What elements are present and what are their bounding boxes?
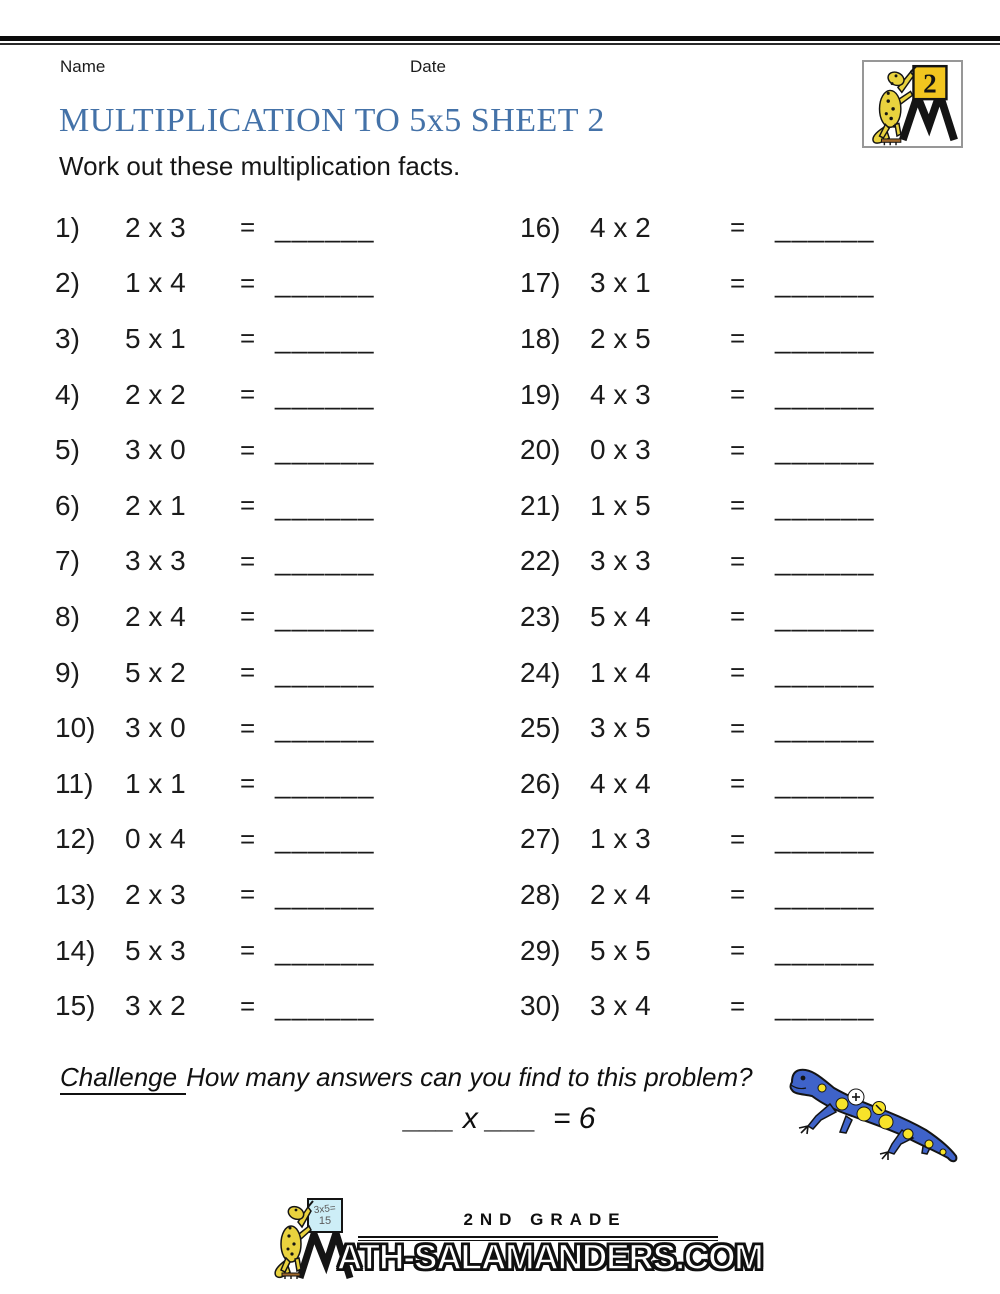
grade-number-text: 2 xyxy=(923,68,937,99)
answer-blank: ______ xyxy=(775,712,875,744)
problem-expression: 1 x 3 xyxy=(590,823,651,855)
problem-expression: 2 x 3 xyxy=(125,878,186,910)
problem-number: 25) xyxy=(520,712,561,744)
equals-sign: = xyxy=(730,545,746,576)
problem-expression: 2 x 3 xyxy=(125,211,186,243)
problem-row xyxy=(520,200,950,256)
problem-row xyxy=(520,367,950,423)
problem-row xyxy=(520,700,950,756)
equals-sign: = xyxy=(240,657,256,688)
problem-number: 19) xyxy=(520,378,561,410)
problem-number: 6) xyxy=(55,489,80,521)
problem-expression: 0 x 4 xyxy=(125,823,186,855)
problem-number: 13) xyxy=(55,878,96,910)
equals-sign: = xyxy=(240,990,256,1021)
problem-number: 28) xyxy=(520,878,561,910)
problem-number: 10) xyxy=(55,712,96,744)
problem-number: 7) xyxy=(55,545,80,577)
problem-expression: 5 x 2 xyxy=(125,656,186,688)
footer-sign-top-text: 3x5= xyxy=(313,1202,337,1217)
equals-sign: = xyxy=(730,323,746,354)
equals-sign: = xyxy=(730,212,746,243)
page-title: MULTIPLICATION TO 5x5 SHEET 2 xyxy=(59,102,605,139)
answer-blank: ______ xyxy=(275,489,375,521)
answer-blank: ______ xyxy=(775,656,875,688)
problem-expression: 1 x 1 xyxy=(125,767,186,799)
answer-blank: ______ xyxy=(275,934,375,966)
answer-blank: ______ xyxy=(275,378,375,410)
problem-number: 27) xyxy=(520,823,561,855)
date-label: Date xyxy=(410,57,446,76)
answer-blank: ______ xyxy=(775,378,875,410)
problem-row xyxy=(55,978,467,1034)
answer-blank: ______ xyxy=(275,322,375,354)
instruction-text: Work out these multiplication facts. xyxy=(59,151,461,181)
problem-expression: 4 x 2 xyxy=(590,211,651,243)
footer-sign-bottom-text: 15 xyxy=(318,1215,332,1227)
problem-number: 18) xyxy=(520,322,561,354)
problem-row xyxy=(55,867,467,923)
problem-number: 24) xyxy=(520,656,561,688)
logo-m-letter xyxy=(903,94,954,140)
problem-expression: 5 x 5 xyxy=(590,934,651,966)
problem-number: 9) xyxy=(55,656,80,688)
problem-row xyxy=(55,645,467,701)
challenge-label: Challenge xyxy=(60,1062,186,1095)
problem-number: 12) xyxy=(55,823,96,855)
problem-row xyxy=(55,534,467,590)
problem-expression: 3 x 1 xyxy=(590,267,651,299)
equals-sign: = xyxy=(730,434,746,465)
equals-sign: = xyxy=(240,823,256,854)
problem-row xyxy=(55,311,467,367)
equals-sign: = xyxy=(240,545,256,576)
footer-grade-text: 2ND GRADE xyxy=(463,1210,627,1229)
problem-number: 17) xyxy=(520,267,561,299)
answer-blank: ______ xyxy=(275,267,375,299)
name-label: Name xyxy=(60,57,106,76)
problem-row xyxy=(520,256,950,312)
answer-blank: ______ xyxy=(275,545,375,577)
answer-blank: ______ xyxy=(775,322,875,354)
equals-sign: = xyxy=(730,990,746,1021)
equals-sign: = xyxy=(730,657,746,688)
problem-row xyxy=(520,923,950,979)
problem-expression: 4 x 4 xyxy=(590,767,651,799)
answer-blank: ______ xyxy=(775,545,875,577)
problem-expression: 2 x 2 xyxy=(125,378,186,410)
challenge-equation: ___ x ___ = 6 xyxy=(404,1102,596,1135)
problem-expression: 2 x 4 xyxy=(125,600,186,632)
header-divider-thin-line xyxy=(0,43,1000,45)
equals-sign: = xyxy=(240,490,256,521)
problem-number: 2) xyxy=(55,267,80,299)
problem-row xyxy=(520,812,950,868)
answer-blank: ______ xyxy=(275,656,375,688)
answer-blank: ______ xyxy=(275,712,375,744)
problem-expression: 3 x 5 xyxy=(590,712,651,744)
problem-number: 4) xyxy=(55,378,80,410)
problem-row xyxy=(55,812,467,868)
problem-number: 3) xyxy=(55,322,80,354)
problem-number: 23) xyxy=(520,600,561,632)
problem-expression: 3 x 3 xyxy=(125,545,186,577)
problem-row xyxy=(520,756,950,812)
problem-row xyxy=(520,645,950,701)
problem-row xyxy=(55,589,467,645)
answer-blank: ______ xyxy=(775,600,875,632)
answer-blank: ______ xyxy=(775,934,875,966)
problem-row xyxy=(55,422,467,478)
problem-expression: 2 x 5 xyxy=(590,322,651,354)
problem-number: 30) xyxy=(520,990,561,1022)
problem-expression: 0 x 3 xyxy=(590,434,651,466)
equals-sign: = xyxy=(730,490,746,521)
problem-row xyxy=(520,534,950,590)
equals-sign: = xyxy=(240,267,256,298)
problem-number: 20) xyxy=(520,434,561,466)
equals-sign: = xyxy=(730,712,746,743)
problems-column-left xyxy=(55,200,467,1034)
problem-expression: 4 x 3 xyxy=(590,378,651,410)
answer-blank: ______ xyxy=(275,823,375,855)
problem-expression: 3 x 4 xyxy=(590,990,651,1022)
problem-number: 11) xyxy=(55,767,94,799)
answer-blank: ______ xyxy=(775,489,875,521)
answer-blank: ______ xyxy=(275,767,375,799)
problem-row xyxy=(520,978,950,1034)
equals-sign: = xyxy=(240,768,256,799)
problem-row xyxy=(55,756,467,812)
problem-row xyxy=(55,478,467,534)
problem-row xyxy=(520,422,950,478)
answer-blank: ______ xyxy=(275,878,375,910)
problem-expression: 2 x 4 xyxy=(590,878,651,910)
answer-blank: ______ xyxy=(775,990,875,1022)
blue-salamander-icon xyxy=(786,1052,966,1164)
problem-number: 26) xyxy=(520,767,561,799)
problem-number: 16) xyxy=(520,211,561,243)
answer-blank: ______ xyxy=(275,990,375,1022)
problem-number: 15) xyxy=(55,990,96,1022)
answer-blank: ______ xyxy=(775,823,875,855)
problem-expression: 1 x 4 xyxy=(590,656,651,688)
problem-expression: 3 x 0 xyxy=(125,434,186,466)
problem-number: 14) xyxy=(55,934,96,966)
equals-sign: = xyxy=(730,379,746,410)
equals-sign: = xyxy=(240,323,256,354)
grade-badge xyxy=(862,60,963,148)
problem-expression: 1 x 4 xyxy=(125,267,186,299)
problem-expression: 3 x 3 xyxy=(590,545,651,577)
answer-blank: ______ xyxy=(775,878,875,910)
yellow-salamander-icon xyxy=(873,66,916,145)
problem-expression: 5 x 1 xyxy=(125,322,186,354)
problem-number: 8) xyxy=(55,600,80,632)
header-divider xyxy=(0,36,1000,45)
problem-expression: 3 x 2 xyxy=(125,990,186,1022)
equals-sign: = xyxy=(730,267,746,298)
problem-row xyxy=(520,589,950,645)
problem-row xyxy=(520,478,950,534)
problem-number: 5) xyxy=(55,434,80,466)
equals-sign: = xyxy=(240,879,256,910)
footer-yellow-salamander-icon xyxy=(275,1201,313,1279)
equals-sign: = xyxy=(240,601,256,632)
equals-sign: = xyxy=(730,601,746,632)
equals-sign: = xyxy=(730,768,746,799)
answer-blank: ______ xyxy=(775,434,875,466)
salamander-grade-logo-icon xyxy=(864,62,961,146)
problem-number: 1) xyxy=(55,211,80,243)
answer-blank: ______ xyxy=(775,211,875,243)
problem-row xyxy=(55,700,467,756)
equals-sign: = xyxy=(730,879,746,910)
problem-expression: 2 x 1 xyxy=(125,489,186,521)
answer-blank: ______ xyxy=(775,767,875,799)
problem-number: 21) xyxy=(520,489,561,521)
challenge-sentence xyxy=(60,1062,753,1093)
problem-row xyxy=(520,867,950,923)
problems-column-right xyxy=(520,200,950,1034)
challenge-question: How many answers can you find to this problem? xyxy=(186,1062,753,1092)
problem-row xyxy=(520,311,950,367)
problem-expression: 5 x 3 xyxy=(125,934,186,966)
footer-site-text: ATH-SALAMANDERS.COM xyxy=(337,1238,763,1277)
equals-sign: = xyxy=(240,212,256,243)
equals-sign: = xyxy=(240,935,256,966)
problem-expression: 3 x 0 xyxy=(125,712,186,744)
problem-row xyxy=(55,200,467,256)
problem-number: 22) xyxy=(520,545,561,577)
answer-blank: ______ xyxy=(275,600,375,632)
problem-expression: 5 x 4 xyxy=(590,600,651,632)
equals-sign: = xyxy=(240,712,256,743)
equals-sign: = xyxy=(240,379,256,410)
problem-number: 29) xyxy=(520,934,561,966)
equals-sign: = xyxy=(730,935,746,966)
answer-blank: ______ xyxy=(275,211,375,243)
problem-row xyxy=(55,923,467,979)
answer-blank: ______ xyxy=(775,267,875,299)
problem-row xyxy=(55,256,467,312)
equals-sign: = xyxy=(240,434,256,465)
blue-salamander-illustration xyxy=(786,1052,966,1164)
problem-expression: 1 x 5 xyxy=(590,489,651,521)
problem-row xyxy=(55,367,467,423)
answer-blank: ______ xyxy=(275,434,375,466)
equals-sign: = xyxy=(730,823,746,854)
